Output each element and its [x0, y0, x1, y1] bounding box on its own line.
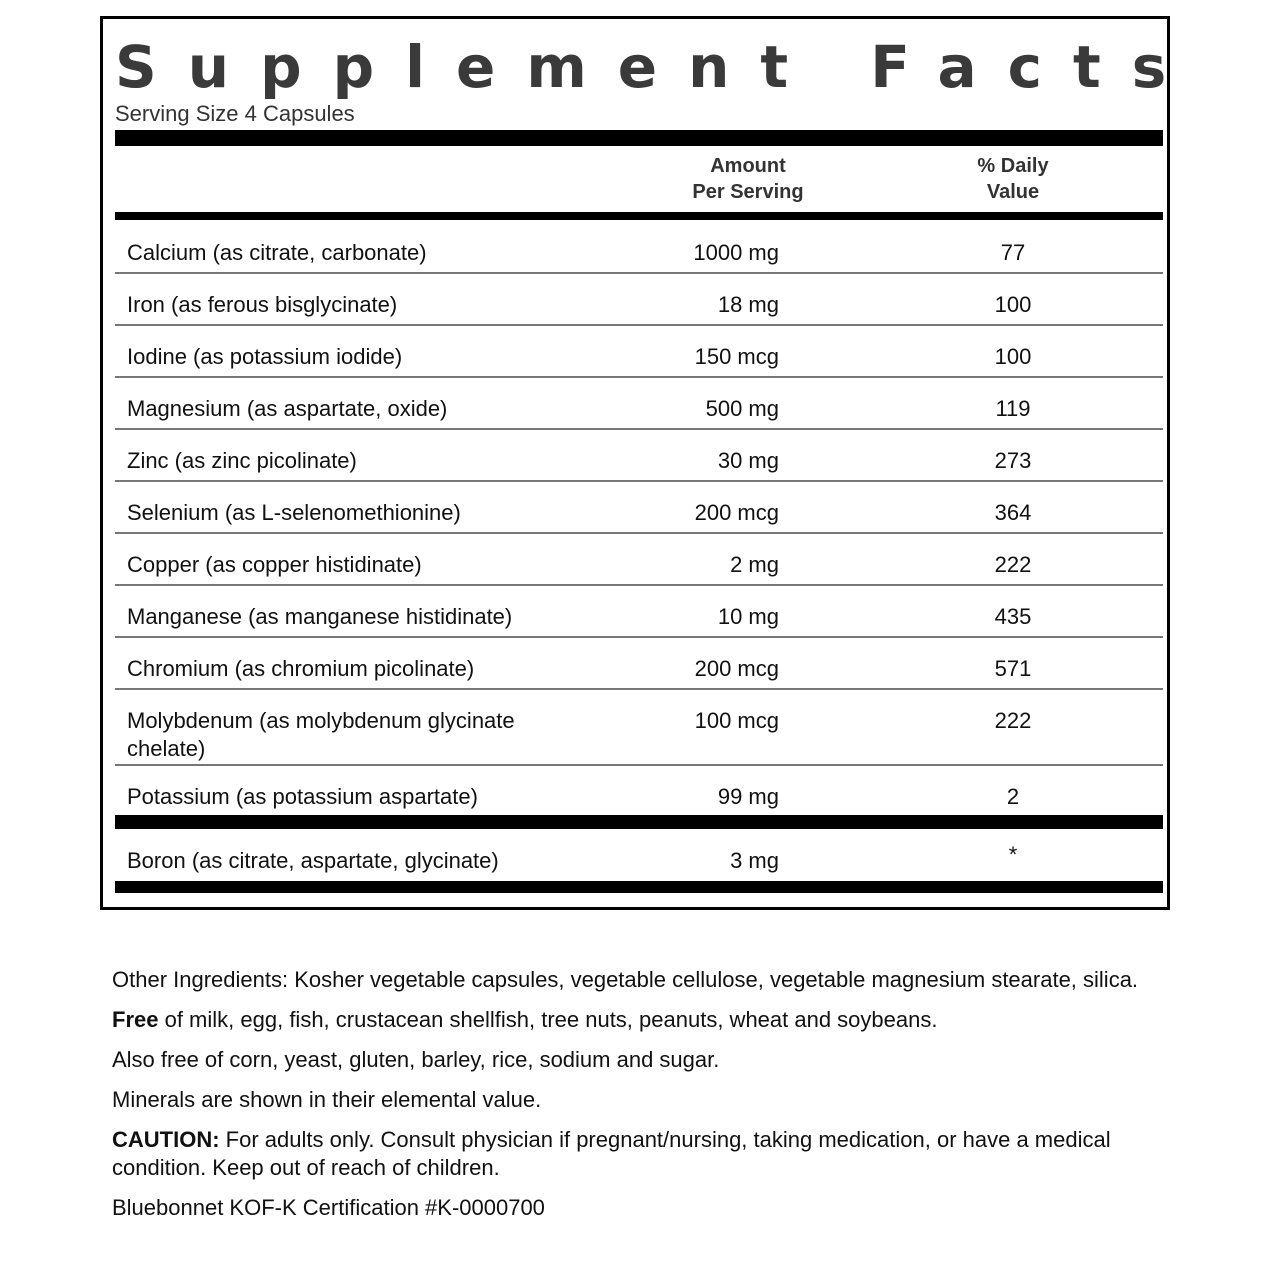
nutrient-daily-value: 100 [994, 292, 1032, 317]
nutrient-daily-value: 273 [994, 448, 1032, 473]
nutrient-daily-value: 571 [994, 656, 1032, 681]
free-label: Free [112, 1007, 159, 1032]
row-divider [115, 636, 1163, 638]
header-divider [115, 212, 1163, 220]
minerals-statement: Minerals are shown in their elemental value. [112, 1087, 542, 1112]
certification: Bluebonnet KOF-K Certification #K-0000700 [112, 1195, 545, 1220]
nutrient-amount: 200 mcg [694, 656, 779, 681]
caution-text: For adults only. Consult physician if pregnant/nursing, taking medication, or have a medical condition. Keep out of reach of children. [112, 1127, 1111, 1180]
nutrient-daily-value: 2 [1006, 784, 1020, 809]
nutrient-daily-value: 100 [994, 344, 1032, 369]
panel-title: Supplement Facts [115, 33, 1198, 101]
nutrient-name: Iodine (as potassium iodide) [127, 344, 403, 369]
nutrient-name: Iron (as ferous bisglycinate) [127, 292, 398, 317]
nutrient-name: Potassium (as potassium aspartate) [127, 784, 478, 809]
nutrient-daily-value: 222 [994, 552, 1032, 577]
caution-label: CAUTION: [112, 1127, 220, 1152]
nutrient-daily-value: 77 [1000, 240, 1026, 265]
nutrient-amount: 1000 mg [693, 240, 779, 265]
section-divider [115, 815, 1163, 829]
nutrient-amount: 2 mg [730, 552, 779, 577]
bottom-divider [115, 881, 1163, 893]
also-free-statement: Also free of corn, yeast, gluten, barley, rice, sodium and sugar. [112, 1047, 720, 1072]
nutrient-name: Molybdenum (as molybdenum glycinate chelate) [127, 708, 515, 761]
row-divider [115, 688, 1163, 690]
row-divider [115, 272, 1163, 274]
nutrient-name: Chromium (as chromium picolinate) [127, 656, 475, 681]
nutrient-name: Boron (as citrate, aspartate, glycinate) [127, 848, 499, 873]
nutrient-name: Magnesium (as aspartate, oxide) [127, 396, 448, 421]
row-divider [115, 324, 1163, 326]
nutrient-name: Zinc (as zinc picolinate) [127, 448, 357, 473]
caution-statement [112, 1126, 1152, 1182]
supplement-facts-panel [100, 16, 1198, 910]
nutrient-name: Calcium (as citrate, carbonate) [127, 240, 427, 265]
daily-value-column-header: % Daily Value [977, 155, 1049, 203]
nutrient-daily-value: 435 [994, 604, 1032, 629]
nutrient-daily-value: 364 [994, 500, 1032, 525]
nutrient-amount: 500 mg [705, 396, 779, 421]
nutrient-amount: 3 mg [730, 848, 779, 873]
nutrient-amount: 150 mcg [694, 344, 779, 369]
row-divider [115, 376, 1163, 378]
row-divider [115, 584, 1163, 586]
nutrient-name: Manganese (as manganese histidinate) [127, 604, 513, 629]
row-divider [115, 764, 1163, 766]
nutrient-daily-value: 222 [994, 708, 1032, 733]
row-divider [115, 532, 1163, 534]
thick-divider [115, 130, 1163, 146]
nutrient-amount: 30 mg [717, 448, 779, 473]
nutrient-name: Selenium (as L-selenomethionine) [127, 500, 461, 525]
nutrient-amount: 99 mg [717, 784, 779, 809]
nutrient-amount: 200 mcg [694, 500, 779, 525]
allergen-statement [112, 1006, 1152, 1034]
other-ingredients: Other Ingredients: Kosher vegetable capsules, vegetable cellulose, vegetable magnesium stearate, silica. [112, 967, 1139, 992]
nutrient-daily-value: * [1008, 842, 1018, 867]
nutrient-amount: 100 mcg [694, 708, 779, 733]
nutrient-amount: 10 mg [717, 604, 779, 629]
row-divider [115, 428, 1163, 430]
free-text: of milk, egg, fish, crustacean shellfish, tree nuts, peanuts, wheat and soybeans. [158, 1007, 938, 1032]
nutrient-name: Copper (as copper histidinate) [127, 552, 422, 577]
nutrient-amount: 18 mg [717, 292, 779, 317]
nutrient-daily-value: 119 [995, 396, 1031, 421]
row-divider [115, 480, 1163, 482]
serving-size: Serving Size 4 Capsules [115, 101, 355, 126]
label-notes [112, 966, 1152, 1234]
amount-column-header: Amount Per Serving [692, 155, 804, 203]
